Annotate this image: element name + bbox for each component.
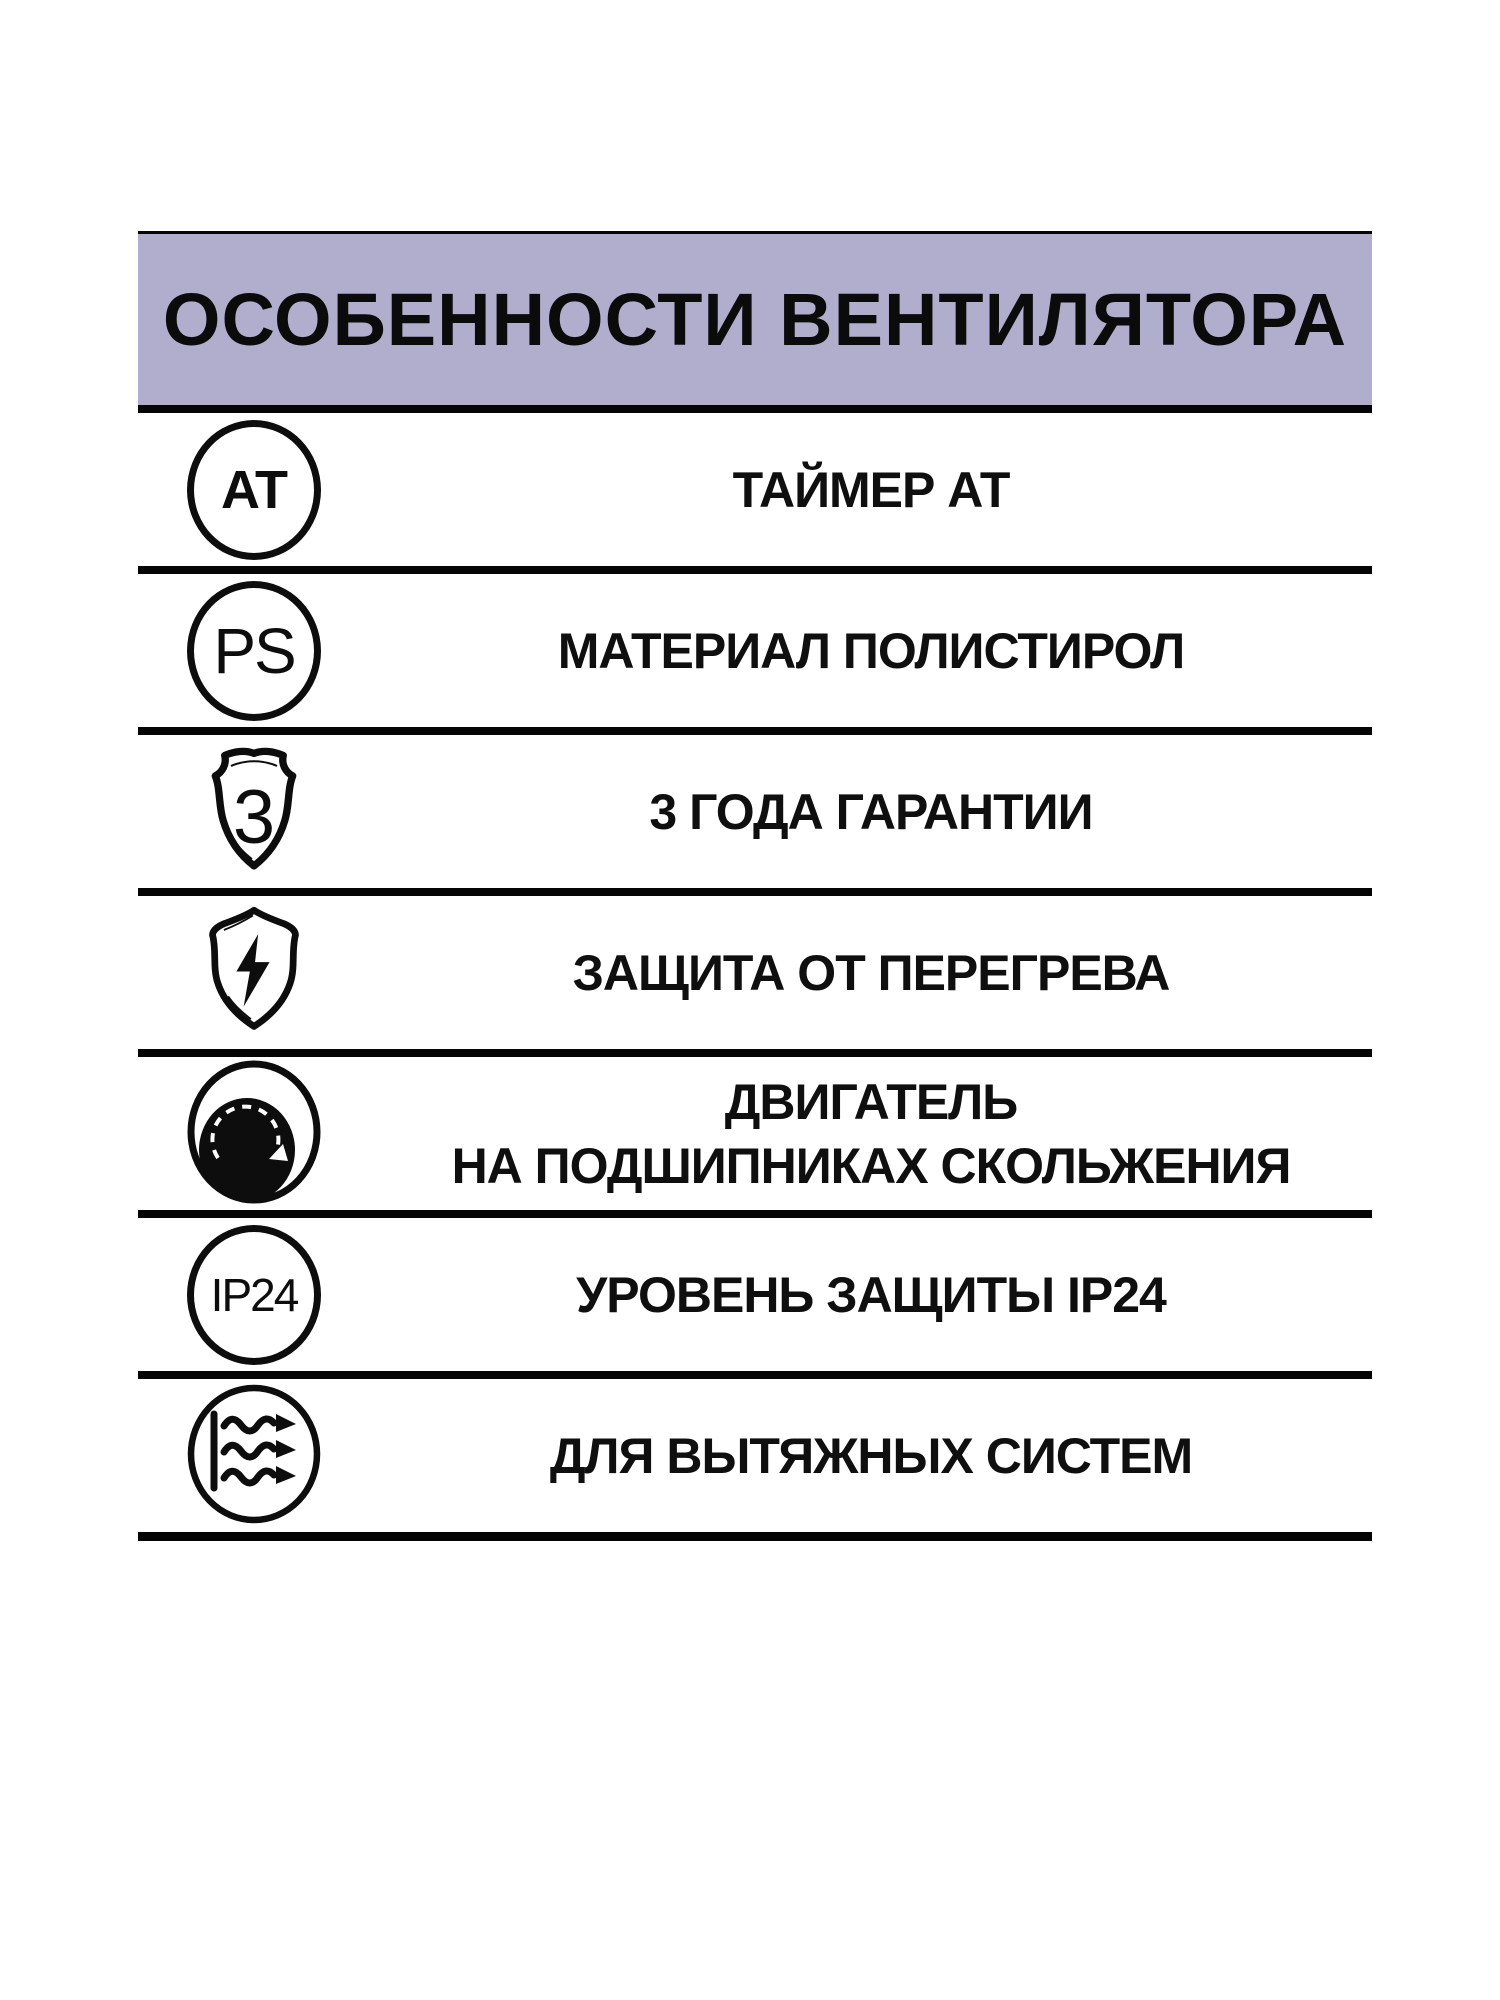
feature-text-line2: НА ПОДШИПНИКАХ СКОЛЬЖЕНИЯ [451, 1137, 1291, 1194]
timer-at-icon-label: AT [221, 459, 287, 520]
feature-row-material [138, 574, 1372, 735]
page-title: ОСОБЕННОСТИ ВЕНТИЛЯТОРА [162, 278, 1348, 361]
arrowheads [276, 1414, 296, 1484]
icon-cell [138, 896, 370, 1049]
feature-text: УРОВЕНЬ ЗАЩИТЫ IP24 [576, 1266, 1166, 1323]
feature-label [370, 1057, 1372, 1210]
ip24-icon-label: IP24 [210, 1268, 298, 1321]
icon-cell [138, 413, 370, 566]
feature-row-overheat [138, 896, 1372, 1057]
feature-label [370, 896, 1372, 1049]
feature-text: МАТЕРИАЛ ПОЛИСТИРОЛ [557, 622, 1185, 679]
timer-at-icon [187, 420, 321, 560]
feature-text: ДЛЯ ВЫТЯЖНЫХ СИСТЕМ [549, 1427, 1193, 1484]
polystyrene-ps-icon [187, 581, 321, 721]
feature-label [370, 413, 1372, 566]
feature-row-ip24 [138, 1218, 1372, 1379]
wavy-air-arrows [224, 1418, 274, 1482]
sliding-bearing-motor-icon [184, 1060, 324, 1208]
feature-text: ТАЙМЕР АТ [732, 461, 1010, 518]
icon-cell [138, 574, 370, 727]
feature-label [370, 574, 1372, 727]
icon-cell [138, 1057, 370, 1210]
feature-row-motor [138, 1057, 1372, 1218]
lightning-bolt [236, 934, 269, 1007]
icon-cell [138, 735, 370, 888]
feature-label [370, 1218, 1372, 1371]
feature-row-exhaust [138, 1379, 1372, 1541]
feature-label [370, 1379, 1372, 1532]
feature-row-timer [138, 413, 1372, 574]
fan-features-panel [138, 231, 1372, 1541]
feature-label [370, 735, 1372, 888]
feature-text: 3 ГОДА ГАРАНТИИ [649, 783, 1093, 840]
exhaust-airflow-icon [184, 1382, 324, 1530]
warranty-years-number: 3 [232, 775, 276, 860]
ip24-rating-icon [187, 1225, 321, 1365]
overheat-protection-shield-icon [197, 903, 311, 1043]
feature-row-warranty [138, 735, 1372, 896]
feature-text-line1: ДВИГАТЕЛЬ [724, 1073, 1018, 1130]
icon-cell [138, 1379, 370, 1532]
warranty-3-years-shield-icon [195, 744, 313, 880]
panel-header [138, 231, 1372, 413]
feature-text: ЗАЩИТА ОТ ПЕРЕГРЕВА [572, 944, 1170, 1001]
icon-cell [138, 1218, 370, 1371]
ps-icon-label: PS [213, 614, 295, 687]
